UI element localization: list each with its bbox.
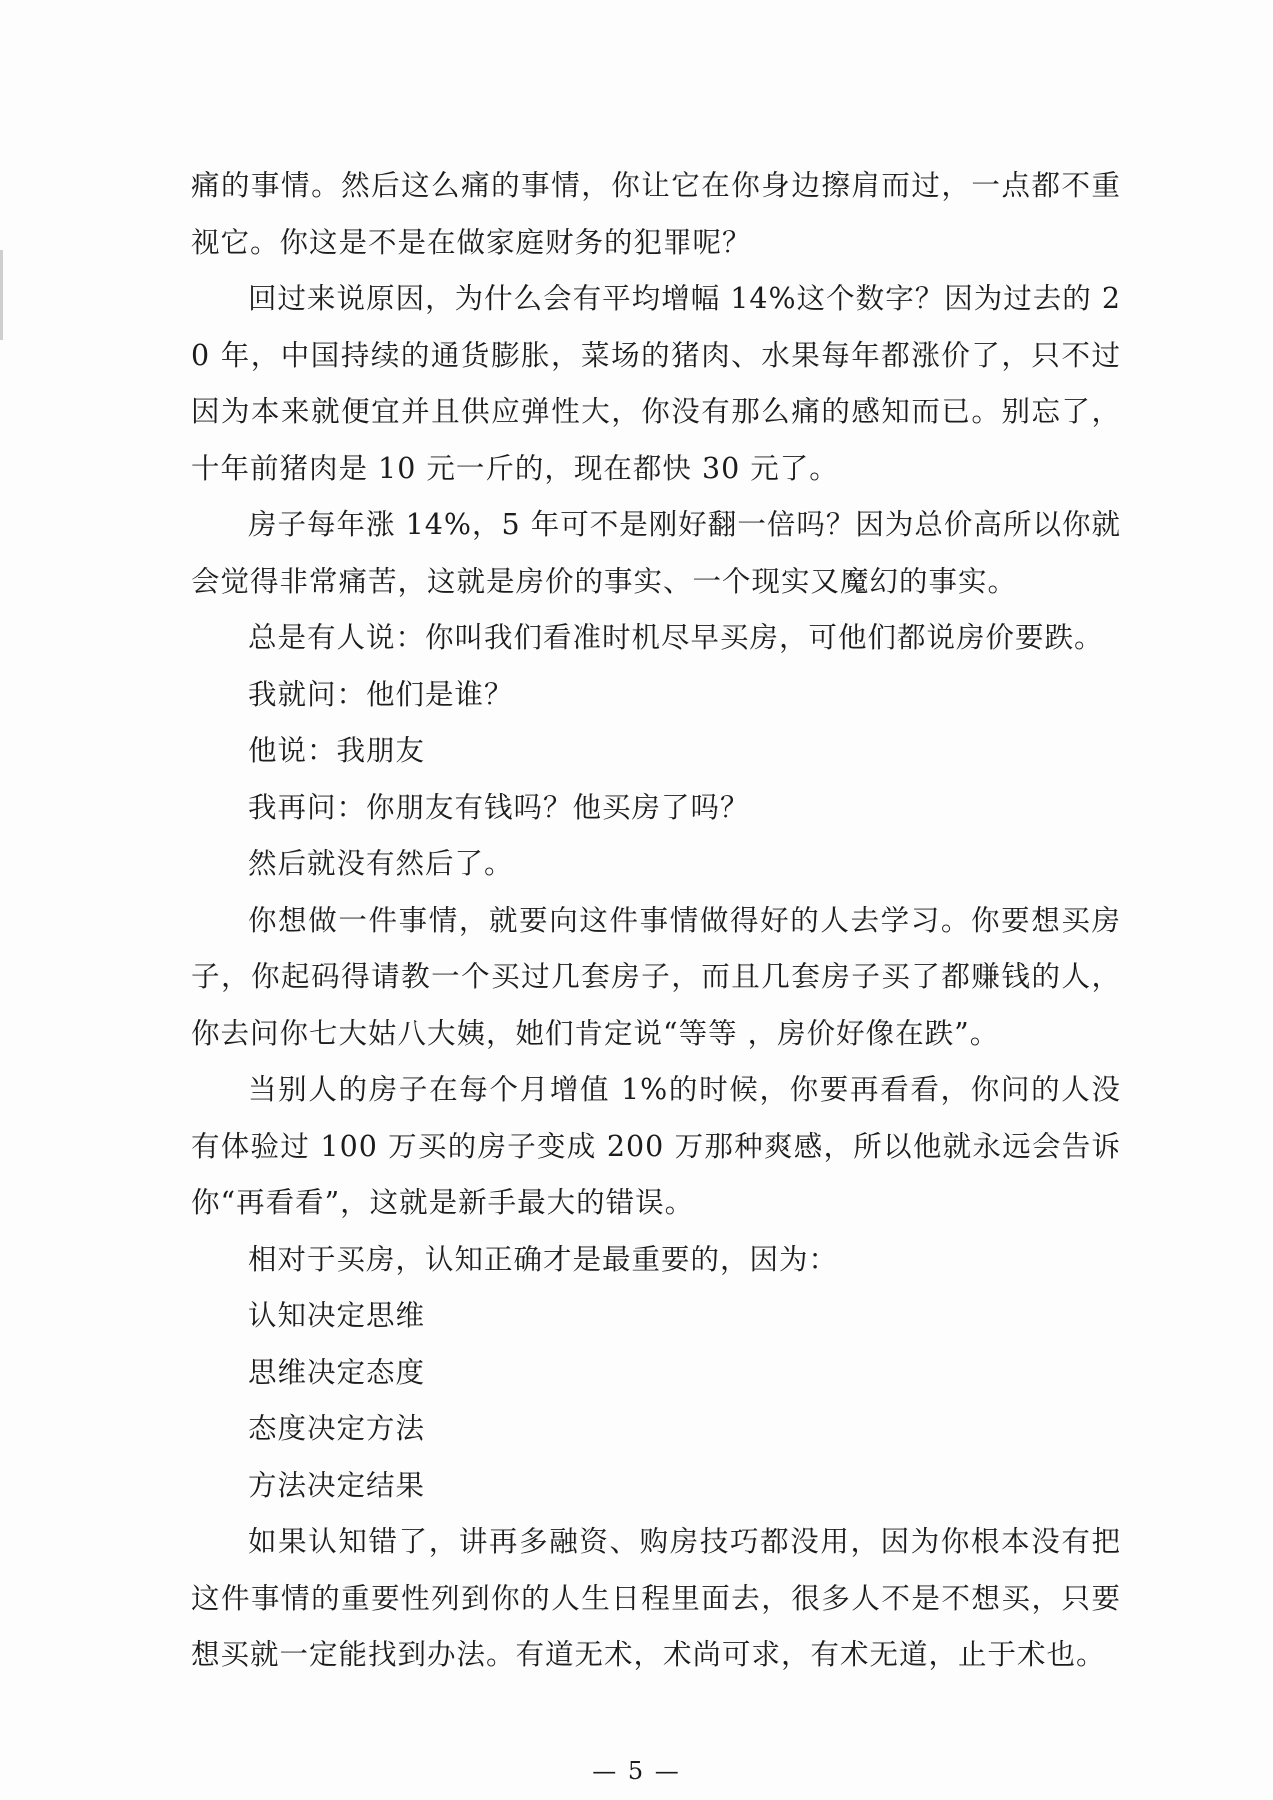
- list-line: 态度决定方法: [248, 1412, 426, 1445]
- page-number: — 5 —: [592, 1757, 681, 1785]
- list-line: 思维决定态度: [248, 1355, 426, 1389]
- paragraph: 相对于买房，认知正确才是最重要的，因为：: [248, 1242, 839, 1276]
- paragraph: 他说：我朋友: [248, 734, 426, 767]
- paragraph: 痛的事情。然后这么痛的事情，你让它在你身边擦肩而过，一点都不重视它。你这是不是在做家庭财务的犯罪呢？: [191, 169, 1121, 259]
- paragraph: 总是有人说：你叫我们看准时机尽早买房，可他们都说房价要跌。: [248, 621, 1104, 654]
- paragraph: 然后就没有然后了。: [248, 847, 514, 880]
- paragraph: 我就问：他们是谁？: [248, 677, 514, 711]
- paragraph: 我再问：你朋友有钱吗？他买房了吗？: [248, 790, 750, 824]
- body-text: [191, 158, 1121, 1684]
- paragraph: 房子每年涨 14%，5 年可不是刚好翻一倍吗？因为总价高所以你就会觉得非常痛苦，这就是房价的事实、一个现实又魔幻的事实。: [191, 508, 1121, 598]
- paragraph: 回过来说原因，为什么会有平均增幅 14%这个数字？因为过去的 20 年，中国持续的通货膨胀，菜场的猪肉、水果每年都涨价了，只不过因为本来就便宜并且供应弹性大，你没有那么痛的感知而已。别忘了，十年前猪肉是 10 元一斤的，现在都快 30 元了。: [191, 282, 1121, 485]
- scan-edge-mark: [0, 250, 3, 340]
- list-line: 方法决定结果: [248, 1468, 426, 1502]
- paragraph: 如果认知错了，讲再多融资、购房技巧都没用，因为你根本没有把这件事情的重要性列到你的人生日程里面去，很多人不是不想买，只要想买就一定能找到办法。有道无术，术尚可求，有术无道，止于术也。: [191, 1525, 1121, 1671]
- list-line: 认知决定思维: [248, 1299, 426, 1332]
- paragraph: 你想做一件事情，就要向这件事情做得好的人去学习。你要想买房子，你起码得请教一个买过几套房子，而且几套房子买了都赚钱的人，你去问你七大姑八大姨，她们肯定说“等等 ，房价好像在跌”。: [191, 903, 1121, 1050]
- paragraph: 当别人的房子在每个月增值 1%的时候，你要再看看，你问的人没有体验过 100 万买的房子变成 200 万那种爽感，所以他就永远会告诉你“再看看”，这就是新手最大的错误。: [191, 1073, 1121, 1219]
